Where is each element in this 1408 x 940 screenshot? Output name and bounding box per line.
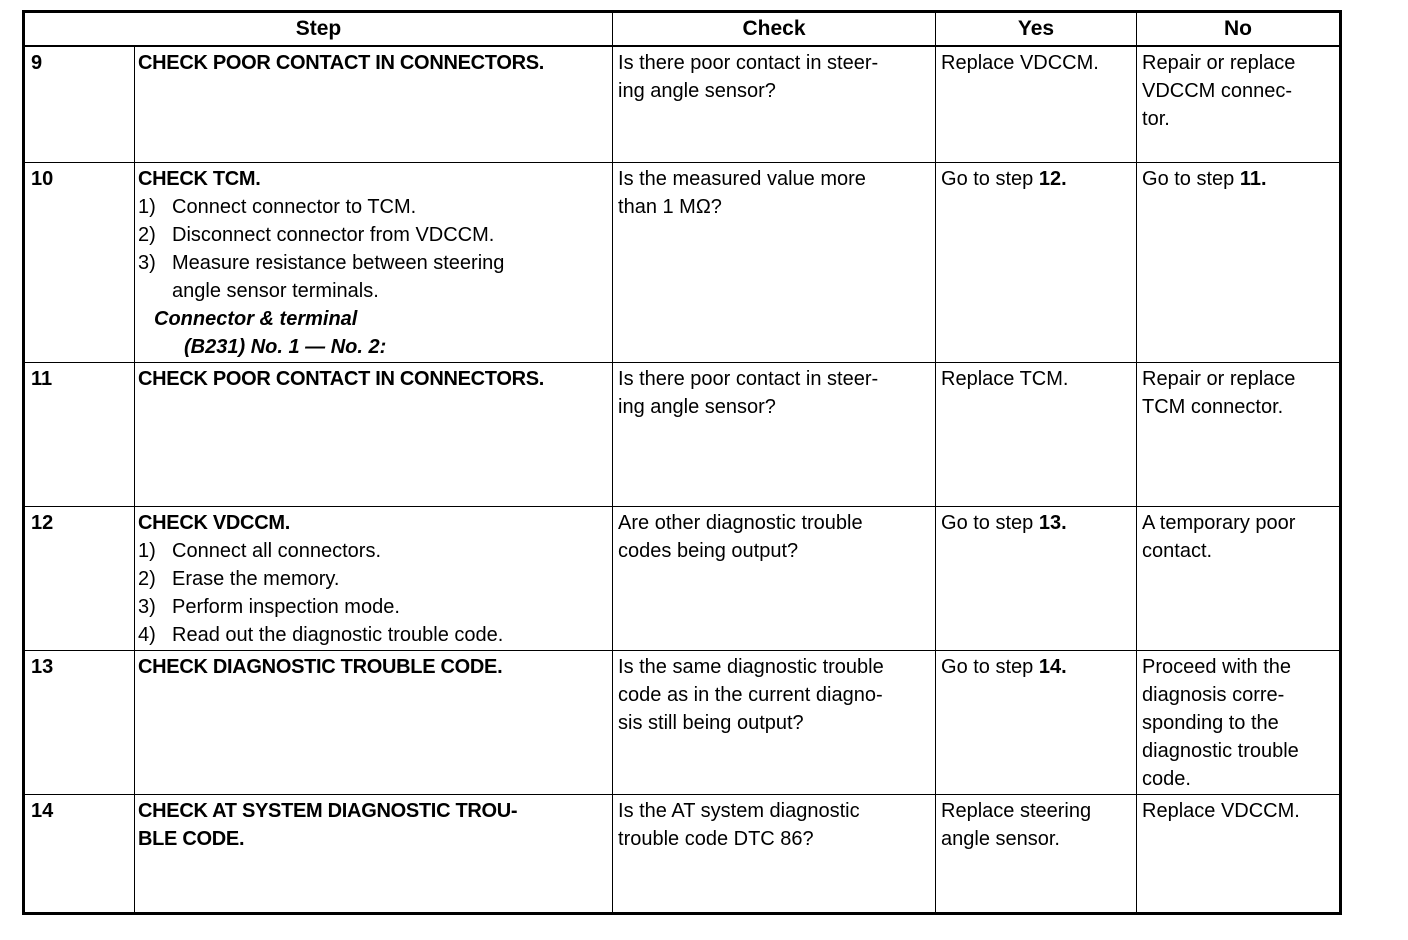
no-line: Repair or replace bbox=[1142, 52, 1296, 74]
step-description bbox=[135, 650, 613, 794]
check-cell bbox=[613, 162, 936, 362]
substep-text: Disconnect connector from VDCCM. bbox=[172, 223, 495, 246]
step-description bbox=[135, 362, 613, 506]
table-row bbox=[24, 650, 1341, 794]
no-cell bbox=[1137, 362, 1341, 506]
no-cell bbox=[1137, 162, 1341, 362]
substep-number: 1) bbox=[138, 539, 156, 562]
goto-text: Go to step bbox=[1142, 167, 1240, 190]
no-line: code. bbox=[1142, 767, 1191, 790]
connector-label: Connector & terminal bbox=[154, 307, 358, 330]
connector-value: (B231) No. 1 — No. 2: bbox=[184, 335, 387, 358]
substep-number: 4) bbox=[138, 623, 156, 646]
step-number: 11 bbox=[24, 362, 135, 506]
substep-text: Perform inspection mode. bbox=[172, 595, 400, 618]
substep-text: Measure resistance between steering bbox=[172, 251, 505, 274]
check-line: Is there poor contact in steer- bbox=[618, 52, 879, 74]
yes-cell bbox=[936, 794, 1137, 914]
check-line: Is the measured value more bbox=[618, 167, 866, 190]
no-line: diagnostic trouble bbox=[1142, 739, 1299, 762]
no-cell bbox=[1137, 650, 1341, 794]
step-title: CHECK TCM. bbox=[138, 167, 261, 190]
substep bbox=[138, 565, 612, 593]
step-number: 13 bbox=[24, 650, 135, 794]
substep-text: Erase the memory. bbox=[172, 567, 340, 590]
substep bbox=[138, 249, 612, 277]
substep-number: 2) bbox=[138, 223, 156, 246]
header-row bbox=[24, 12, 1341, 47]
check-line: trouble code DTC 86? bbox=[618, 827, 814, 850]
check-line: Are other diagnostic trouble bbox=[618, 511, 863, 534]
table-row bbox=[24, 362, 1341, 506]
check-line: ing angle sensor? bbox=[618, 80, 776, 102]
substep-text: Connect all connectors. bbox=[172, 539, 382, 562]
substep bbox=[138, 537, 612, 565]
step-number: 10 bbox=[24, 162, 135, 362]
check-line: codes being output? bbox=[618, 539, 799, 562]
substep-number: 2) bbox=[138, 567, 156, 590]
check-line: sis still being output? bbox=[618, 711, 804, 734]
substep bbox=[138, 221, 612, 249]
goto-text: Go to step bbox=[941, 511, 1039, 534]
step-title: CHECK AT SYSTEM DIAGNOSTIC TROU- bbox=[138, 799, 518, 822]
table-row bbox=[24, 794, 1341, 914]
step-description bbox=[135, 794, 613, 914]
step-number: 12 bbox=[24, 506, 135, 650]
header-no: No bbox=[1137, 12, 1341, 47]
diagnosis-table bbox=[22, 10, 1342, 915]
table-row bbox=[24, 506, 1341, 650]
goto-step: 14. bbox=[1038, 655, 1067, 678]
no-line: sponding to the bbox=[1142, 711, 1279, 734]
substep bbox=[138, 621, 612, 649]
yes-line: angle sensor. bbox=[941, 827, 1060, 850]
check-cell bbox=[613, 794, 936, 914]
step-number: 14 bbox=[24, 794, 135, 914]
step-description bbox=[135, 506, 613, 650]
step-title: CHECK DIAGNOSTIC TROUBLE CODE. bbox=[138, 655, 503, 678]
substep bbox=[138, 193, 612, 221]
check-line: than 1 MΩ? bbox=[618, 195, 722, 218]
substep-text: Read out the diagnostic trouble code. bbox=[172, 623, 504, 646]
header-step: Step bbox=[24, 12, 613, 47]
step-description bbox=[135, 162, 613, 362]
check-line: code as in the current diagno- bbox=[618, 683, 883, 706]
step-description bbox=[135, 46, 613, 162]
step-title: BLE CODE. bbox=[138, 827, 245, 850]
goto-text: Go to step bbox=[941, 655, 1039, 678]
substep-continuation bbox=[138, 277, 612, 305]
yes-cell: Replace TCM. bbox=[936, 362, 1137, 506]
yes-cell bbox=[936, 506, 1137, 650]
check-cell bbox=[613, 362, 936, 506]
no-cell bbox=[1137, 506, 1341, 650]
step-title: CHECK POOR CONTACT IN CONNECTORS. bbox=[138, 367, 545, 390]
check-line: Is the same diagnostic trouble bbox=[618, 655, 884, 678]
goto-text: Go to step bbox=[941, 167, 1039, 190]
step-title: CHECK POOR CONTACT IN CONNECTORS. bbox=[138, 52, 545, 74]
check-line: Is the AT system diagnostic bbox=[618, 799, 860, 822]
no-line: diagnosis corre- bbox=[1142, 683, 1285, 706]
yes-cell: Replace VDCCM. bbox=[936, 46, 1137, 162]
yes-cell bbox=[936, 162, 1137, 362]
yes-line: Replace steering bbox=[941, 799, 1092, 822]
no-line: VDCCM connec- bbox=[1142, 80, 1293, 102]
step-title: CHECK VDCCM. bbox=[138, 511, 290, 534]
check-cell bbox=[613, 46, 936, 162]
goto-step: 11. bbox=[1239, 167, 1267, 190]
check-line: Is there poor contact in steer- bbox=[618, 367, 879, 390]
check-line: ing angle sensor? bbox=[618, 395, 776, 418]
no-line: tor. bbox=[1142, 108, 1170, 130]
substep-number: 3) bbox=[138, 251, 156, 274]
step-number: 9 bbox=[24, 46, 135, 162]
no-line: contact. bbox=[1142, 539, 1213, 562]
no-line: TCM connector. bbox=[1142, 395, 1284, 418]
header-check: Check bbox=[613, 12, 936, 47]
check-cell bbox=[613, 506, 936, 650]
no-line: Proceed with the bbox=[1142, 655, 1291, 678]
substep-text: angle sensor terminals. bbox=[172, 279, 379, 302]
no-cell: Replace VDCCM. bbox=[1137, 794, 1341, 914]
substep-number: 1) bbox=[138, 195, 156, 218]
table-row bbox=[24, 46, 1341, 162]
header-yes: Yes bbox=[936, 12, 1137, 47]
no-line: Repair or replace bbox=[1142, 367, 1296, 390]
table-row bbox=[24, 162, 1341, 362]
substep bbox=[138, 593, 612, 621]
substep-text: Connect connector to TCM. bbox=[172, 195, 417, 218]
check-cell bbox=[613, 650, 936, 794]
goto-step: 13. bbox=[1038, 511, 1067, 534]
no-line: A temporary poor bbox=[1142, 511, 1296, 534]
substep-number: 3) bbox=[138, 595, 156, 618]
no-cell bbox=[1137, 46, 1341, 162]
goto-step: 12. bbox=[1038, 167, 1067, 190]
yes-cell bbox=[936, 650, 1137, 794]
